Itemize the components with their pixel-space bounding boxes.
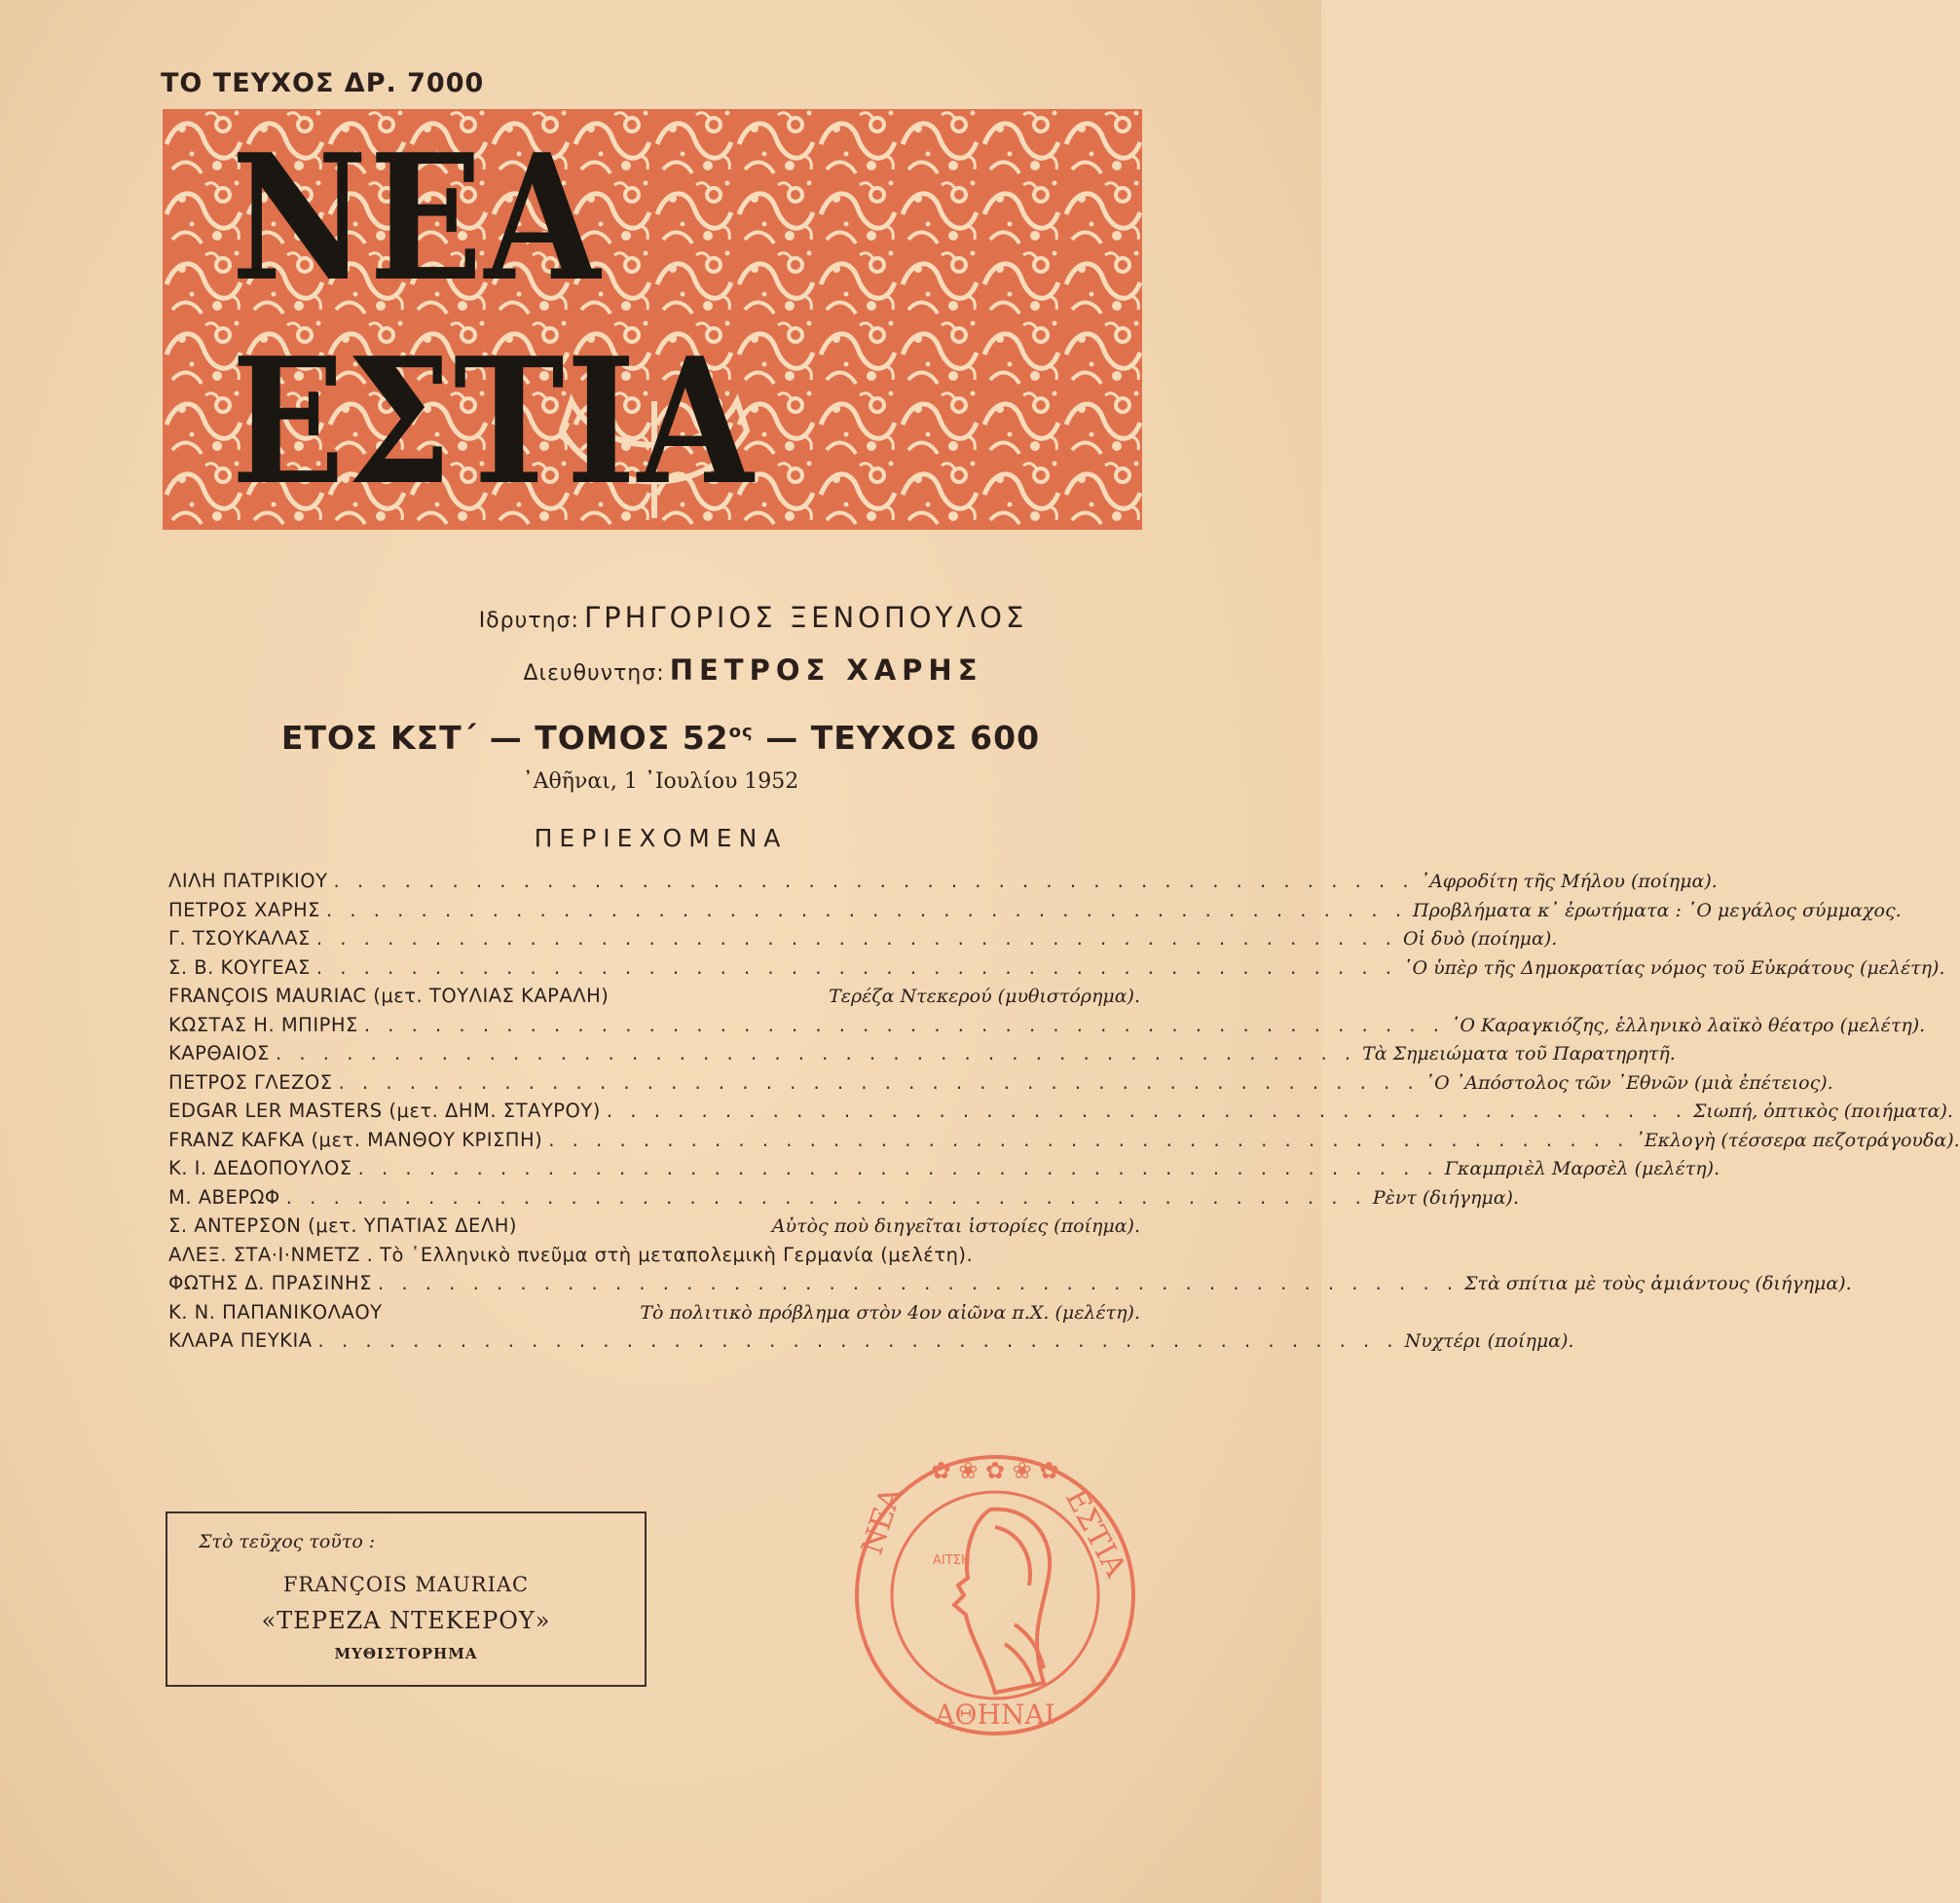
toc-author: FRANZ KAFKA (μετ. ΜΑΝΘΟΥ ΚΡΙΣΠΗ) <box>168 1128 543 1151</box>
toc-author: ΦΩΤΗΣ Δ. ΠΡΑΣΙΝΗΣ <box>168 1272 372 1294</box>
toc-title: Τὰ Σημειώματα τοῦ Παρατηρητῆ. <box>1362 1043 1676 1064</box>
toc-author: ΑΛΕΞ. ΣΤΑ·Ι·ΝΜΕΤΖ . Τὸ ῾Ελληνικὸ πνεῦμα στὴ μεταπολεμικὴ Γερμανία (μελέτη). <box>168 1243 974 1266</box>
toc-author: ΚΩΣΤΑΣ Η. ΜΠΙΡΗΣ <box>168 1013 358 1036</box>
toc-title: Νυχτέρι (ποίημα). <box>1404 1330 1574 1352</box>
toc-entry: ΠΕΤΡΟΣ ΧΑΡΗΣ . . . . . . . . . . . . . . . . . . . . . . . . . . . . . . . . . . . . . . . . . . . . . . Προβλήματα κ᾽ ἐρωτήματα : ῾Ο μεγάλος σύμμαχος. <box>168 898 1902 921</box>
toc-author: Σ. Β. ΚΟΥΓΕΑΣ <box>168 955 311 979</box>
toc-author: Κ. Ι. ΔΕΔΟΠΟΥΛΟΣ <box>168 1157 352 1179</box>
issue-price: ΤΟ ΤΕΥΧΟΣ ΔΡ. 7000 <box>161 68 485 98</box>
toc-entry: ΚΩΣΤΑΣ Η. ΜΠΙΡΗΣ . . . . . . . . . . . . . . . . . . . . . . . . . . . . . . . . . . . . . . . . . . . . . . ῾Ο Καραγκιόζης, ἑλληνικὸ λαϊκὸ θέατρο (μελέτη). <box>168 1013 1926 1036</box>
director-label: Διευθυντησ: <box>523 661 665 686</box>
director-name: ΠΕΤΡΟΣ ΧΑΡΗΣ <box>669 653 983 687</box>
toc-author: ΚΑΡΘΑΙΟΣ <box>168 1042 270 1064</box>
toc-author: FRANÇOIS MAURIAC (μετ. ΤΟΥΛΙΑΣ ΚΑΡΑΛΗ) <box>168 985 610 1007</box>
toc-title: ῾Ο ᾽Απόστολος τῶν ᾽Εθνῶν (μιὰ ἐπέτειος). <box>1424 1071 1833 1094</box>
toc-entry: ΚΑΡΘΑΙΟΣ . . . . . . . . . . . . . . . . . . . . . . . . . . . . . . . . . . . . . . . . . . . . . . Τὰ Σημειώματα τοῦ Παρατηρητῆ. <box>168 1042 1676 1064</box>
feature-genre: ΜΥΘΙΣΤΟΡΗΜΑ <box>334 1645 478 1662</box>
feature-work-title: «ΤΕΡΕΖΑ ΝΤΕΚΕΡΟΥ» <box>261 1607 551 1634</box>
toc-title: Τὸ πολιτικὸ πρόβλημα στὸν 4ον αἰῶνα π.Χ. (μελέτη). <box>640 1301 1140 1324</box>
toc-entry <box>168 985 1140 1014</box>
seal-inner-text: ΑΙΤΣΗ <box>933 1553 971 1568</box>
toc-title: Γκαμπριὲλ Μαρσὲλ (μελέτη). <box>1444 1158 1720 1179</box>
publisher-seal-stamp <box>849 1449 1141 1741</box>
issue-date: ᾽Αθῆναι, 1 ᾽Ιουλίου 1952 <box>522 769 799 794</box>
seal-bottom-text: ΑΘΗΝΑΙ <box>935 1698 1055 1731</box>
toc-entry: FRANZ KAFKA (μετ. ΜΑΝΘΟΥ ΚΡΙΣΠΗ) . . . . . . . . . . . . . . . . . . . . . . . . . . . . . . . . . . . . . . . . . . . . . . ᾽Εκλογὴ (τέσσερα πεζοτράγουδα). <box>168 1128 1960 1151</box>
issue-year: ΕΤΟΣ ΚΣΤ΄ <box>280 719 478 757</box>
toc-entry: Σ. Β. ΚΟΥΓΕΑΣ . . . . . . . . . . . . . . . . . . . . . . . . . . . . . . . . . . . . . . . . . . . . . . ῾Ο ὑπὲρ τῆς Δημοκρατίας νόμος τοῦ Εὐκράτους (μελέτη). <box>168 955 1945 979</box>
toc-entry: Κ. Ι. ΔΕΔΟΠΟΥΛΟΣ . . . . . . . . . . . . . . . . . . . . . . . . . . . . . . . . . . . . . . . . . . . . . . Γκαμπριὲλ Μαρσὲλ (μελέτη). <box>168 1157 1720 1179</box>
toc-title: ᾽Εκλογὴ (τέσσερα πεζοτράγουδα). <box>1635 1129 1960 1151</box>
feature-intro: Στὸ τεῦχος τοῦτο : <box>199 1531 376 1552</box>
toc-entry <box>168 1301 1140 1330</box>
toc-entry: Γ. ΤΣΟΥΚΑΛΑΣ . . . . . . . . . . . . . . . . . . . . . . . . . . . . . . . . . . . . . . . . . . . . . . Οἱ δυὸ (ποίημα). <box>168 927 1558 950</box>
issue-number: ΤΕΥΧΟΣ 600 <box>810 719 1041 757</box>
toc-title: Αὐτὸς ποὺ διηγεῖται ἱστορίες (ποίημα). <box>771 1215 1140 1237</box>
profile-portrait-icon <box>954 1510 1050 1693</box>
feature-box <box>166 1511 647 1687</box>
toc-entry: ΚΛΑΡΑ ΠΕΥΚΙΑ . . . . . . . . . . . . . . . . . . . . . . . . . . . . . . . . . . . . . . . . . . . . . . Νυχτέρι (ποίημα). <box>168 1329 1574 1352</box>
issue-volume-suffix: ος <box>728 722 754 742</box>
toc-title: Τερέζα Ντεκερού (μυθιστόρημα). <box>829 986 1140 1007</box>
toc-entry: ΛΙΛΗ ΠΑΤΡΙΚΙΟΥ . . . . . . . . . . . . . . . . . . . . . . . . . . . . . . . . . . . . . . . . . . . . . . ᾽Αφροδίτη τῆς Μήλου (ποίημα). <box>168 870 1718 892</box>
toc-entry: ΦΩΤΗΣ Δ. ΠΡΑΣΙΝΗΣ . . . . . . . . . . . . . . . . . . . . . . . . . . . . . . . . . . . . . . . . . . . . . . Στὰ σπίτια μὲ τοὺς ἀμιάντους (διήγημα). <box>168 1272 1852 1294</box>
toc-entry: Μ. ΑΒΕΡΩΦ . . . . . . . . . . . . . . . . . . . . . . . . . . . . . . . . . . . . . . . . . . . . . . Ρὲντ (διήγημα). <box>168 1185 1519 1209</box>
director-line <box>92 653 1414 687</box>
table-of-contents <box>168 870 1960 1359</box>
contents-heading: ΠΕΡΙΕΧΟΜΕΝΑ <box>534 824 788 852</box>
toc-title: ῾Ο ὑπὲρ τῆς Δημοκρατίας νόμος τοῦ Εὐκράτους (μελέτη). <box>1402 956 1945 979</box>
toc-title: ῾Ο Καραγκιόζης, ἑλληνικὸ λαϊκὸ θέατρο (μελέτη). <box>1450 1014 1926 1036</box>
founder-label: Ιδρυτησ: <box>478 609 579 633</box>
masthead-title: ΝΕΑ ΕΣΤΙΑ <box>231 116 756 523</box>
seal-right-text: ΕΣΤΙΑ <box>1057 1483 1133 1584</box>
feature-author: FRANÇOIS MAURIAC <box>282 1573 530 1596</box>
toc-entry: EDGAR LER MASTERS (μετ. ΔΗΜ. ΣΤΑΥΡΟΥ) . . . . . . . . . . . . . . . . . . . . . . . . . . . . . . . . . . . . . . . . . . . . . . Σιωπή, ὀπτικὸς (ποιήματα). <box>168 1100 1953 1122</box>
toc-author: ΚΛΑΡΑ ΠΕΥΚΙΑ <box>168 1329 313 1352</box>
toc-entry <box>168 1244 1140 1273</box>
toc-title: Προβλήματα κ᾽ ἐρωτήματα : ῾Ο μεγάλος σύμμαχος. <box>1413 899 1902 921</box>
toc-author: Σ. ΑΝΤΕΡΣΟΝ (μετ. ΥΠΑΤΙΑΣ ΔΕΛΗ) <box>168 1214 517 1237</box>
toc-title: Στὰ σπίτια μὲ τοὺς ἀμιάντους (διήγημα). <box>1464 1273 1852 1294</box>
svg-text:✿ ❀ ✿ ❀ ✿: ✿ ❀ ✿ ❀ ✿ <box>931 1457 1059 1484</box>
toc-entry: ΠΕΤΡΟΣ ΓΛΕΖΟΣ . . . . . . . . . . . . . . . . . . . . . . . . . . . . . . . . . . . . . . . . . . . . . . ῾Ο ᾽Απόστολος τῶν ᾽Εθνῶν (μιὰ ἐπέτειος). <box>168 1070 1833 1094</box>
toc-author: EDGAR LER MASTERS (μετ. ΔΗΜ. ΣΤΑΥΡΟΥ) <box>168 1100 601 1122</box>
masthead-banner <box>163 109 1142 530</box>
issue-volume: ΤΟΜΟΣ 52 <box>535 719 729 757</box>
toc-author: Γ. ΤΣΟΥΚΑΛΑΣ <box>168 927 311 950</box>
toc-title: Οἱ δυὸ (ποίημα). <box>1402 928 1558 950</box>
toc-title: Σιωπή, ὀπτικὸς (ποιήματα). <box>1692 1101 1953 1122</box>
toc-author: ΛΙΛΗ ΠΑΤΡΙΚΙΟΥ <box>168 870 328 892</box>
toc-title: ᾽Αφροδίτη τῆς Μήλου (ποίημα). <box>1420 871 1718 892</box>
issue-line: ΕΤΟΣ ΚΣΤ΄ — ΤΟΜΟΣ $52^{o\varsigma}$ — ΤΕΥΧΟΣ 600 <box>280 719 1041 757</box>
toc-author: Μ. ΑΒΕΡΩΦ <box>168 1185 280 1209</box>
toc-title: Ρὲντ (διήγημα). <box>1372 1186 1519 1209</box>
toc-author: Κ. Ν. ΠΑΠΑΝΙΚΟΛΑΟΥ <box>168 1300 383 1324</box>
toc-author: ΠΕΤΡΟΣ ΧΑΡΗΣ <box>168 898 320 921</box>
founder-name: ΓΡΗΓΟΡΙΟΣ ΞΕΝΟΠΟΥΛΟΣ <box>583 601 1028 634</box>
founder-line <box>92 601 1414 634</box>
toc-author: ΠΕΤΡΟΣ ΓΛΕΖΟΣ <box>168 1070 333 1094</box>
toc-entry <box>168 1214 1140 1244</box>
seal-left-text: ΝΕΑ <box>855 1483 909 1559</box>
